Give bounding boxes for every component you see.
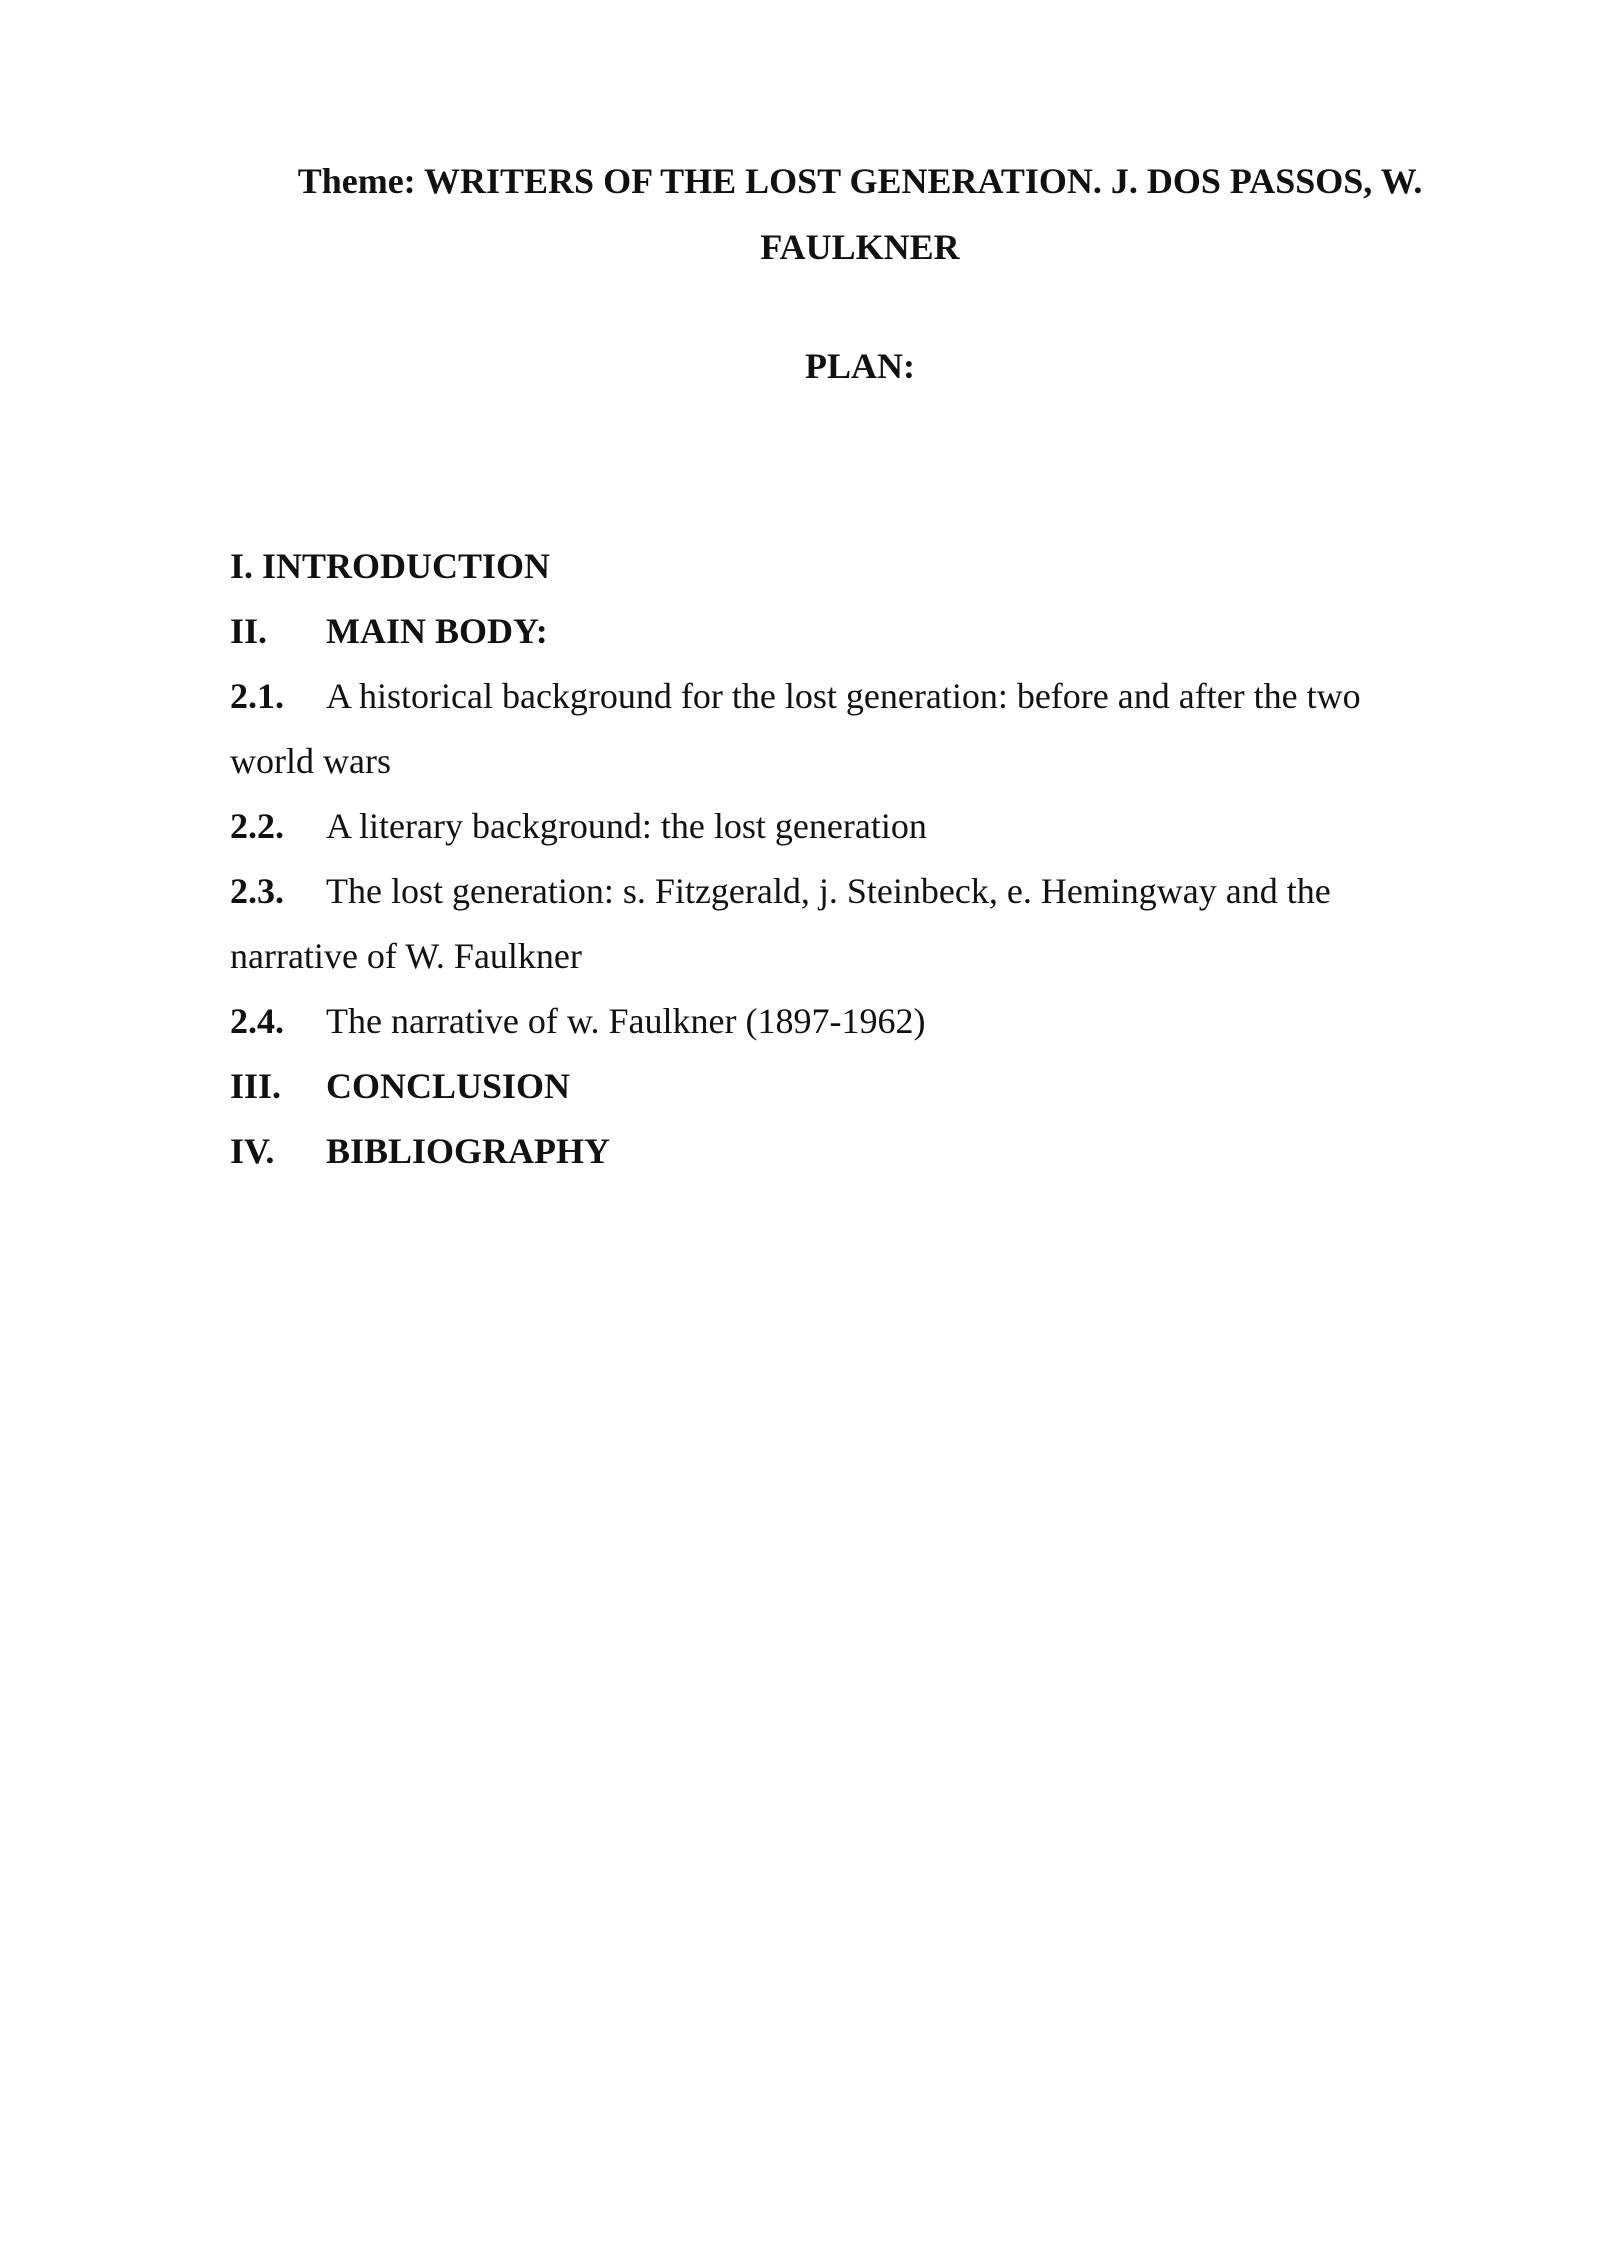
document-title [230,148,1490,280]
outline-label: The lost generation: s. Fitzgerald, j. Steinbeck, e. Hemingway and the [326,871,1331,911]
outline-item-2-4 [230,997,925,1045]
outline-number: 2.4. [230,1001,284,1041]
title-line-2: FAULKNER [760,227,960,267]
outline-item-2-2 [230,802,927,850]
outline-item-2-3 [230,867,1331,915]
plan-heading: PLAN: [805,346,915,386]
outline-number: IV. [230,1131,275,1171]
outline-item-introduction [230,542,550,590]
outline-number: II. [230,611,268,651]
outline-item-bibliography [230,1127,610,1175]
outline-item-2-3-continuation: narrative of W. Faulkner [230,936,582,976]
outline-label: The narrative of w. Faulkner (1897-1962) [326,1001,926,1041]
outline-label: BIBLIOGRAPHY [326,1131,611,1171]
outline-item-conclusion [230,1062,570,1110]
outline-item-2-1-continuation: world wars [230,741,391,781]
title-text: WRITERS OF THE LOST GENERATION. J. DOS PASSOS, W. [424,161,1423,201]
outline-number: 2.2. [230,806,284,846]
outline-number: I. [230,546,254,586]
outline-label: MAIN BODY: [326,611,548,651]
outline-number: 2.1. [230,676,284,716]
outline-number: 2.3. [230,871,284,911]
outline-label: A literary background: the lost generation [326,806,927,846]
title-prefix: Theme: [297,161,416,201]
outline-label: A historical background for the lost generation: before and after the two [326,676,1361,716]
outline-number: III. [230,1066,282,1106]
title-line-1 [230,148,1490,214]
outline-label: CONCLUSION [326,1066,571,1106]
outline-item-main-body [230,607,548,655]
outline-label: INTRODUCTION [262,546,551,586]
outline-item-2-1 [230,672,1361,720]
